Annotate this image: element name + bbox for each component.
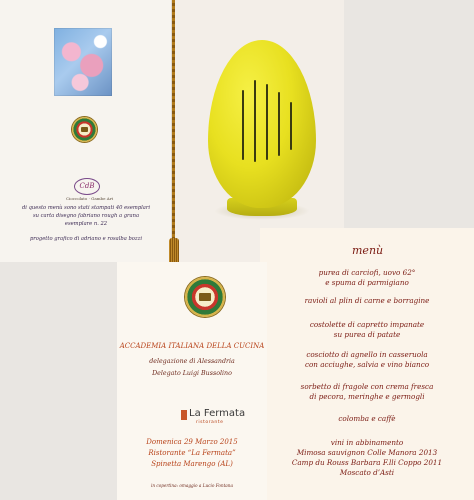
- cover-footnote: in copertina: omaggio a Lucio Fontana: [150, 483, 233, 488]
- cdb-logo-caption: Cioccolato · Gambe Art: [66, 196, 114, 201]
- academy-name: ACCADEMIA ITALIANA DELLA CUCINA: [119, 342, 265, 350]
- delegation: delegazione di Alessandria: [149, 358, 235, 365]
- menu-line: Moscato d’Asti: [339, 468, 395, 477]
- menu-line: su purea di patate: [333, 330, 401, 339]
- edition-card: [0, 0, 172, 262]
- event-venue: Ristorante “La Fermata”: [148, 449, 236, 457]
- menu-line: colomba e caffè: [338, 414, 396, 423]
- restaurant-logo-mark-icon: [181, 410, 187, 420]
- restaurant-logo-sub: ristorante: [196, 420, 224, 425]
- yellow-egg-illustration: [208, 40, 316, 208]
- menu-line: Camp du Rouss Barbara F.lli Coppo 2011: [291, 458, 443, 467]
- egg-slit: [290, 102, 292, 150]
- menu-card: [260, 228, 474, 500]
- menu-title: menù: [352, 244, 384, 257]
- menu-line: di pecora, meringhe e germogli: [309, 392, 425, 401]
- menu-line: con acciughe, salvia e vino bianco: [304, 360, 430, 369]
- egg-slit: [254, 80, 256, 162]
- egg-slit: [266, 84, 268, 160]
- event-date: Domenica 29 Marzo 2015: [146, 438, 238, 446]
- menu-line: sorbetto di fragole con crema fresca: [300, 382, 434, 391]
- menu-line: ravioli al plin di carne e borragine: [304, 296, 430, 305]
- egg-slit: [278, 92, 280, 156]
- restaurant-logo: La Fermata: [189, 408, 246, 419]
- menu-line: vini in abbinamento: [330, 438, 404, 447]
- cdb-logo: CdB: [74, 178, 100, 195]
- info-card: [117, 262, 267, 500]
- edition-line: esemplare n. 22: [64, 221, 108, 227]
- delegate: Delegato Luigi Bussolino: [152, 370, 232, 377]
- cherry-blossom-photo: [54, 28, 112, 96]
- academy-seal-icon: [72, 117, 97, 142]
- edition-line: di questo menù sono stati stampati 40 esemplari: [21, 205, 151, 211]
- menu-line: e spuma di parmigiano: [325, 278, 409, 287]
- menu-line: costolette di capretto impanate: [309, 320, 425, 329]
- academy-seal-icon: [185, 277, 225, 317]
- menu-line: purea di carciofi, uovo 62°: [318, 268, 416, 277]
- menu-line: Mimosa sauvignon Colle Manora 2013: [296, 448, 438, 457]
- menu-line: cosciotto di agnello in casseruola: [306, 350, 428, 359]
- edition-line: progetto grafico di adriano e rosalba bozzi: [29, 236, 143, 242]
- edition-line: su carta disegno fabriano rough a grana: [32, 213, 140, 219]
- gold-cord: [172, 0, 175, 268]
- egg-slit: [242, 90, 244, 160]
- event-place: Spinetta Marengo (AL): [151, 460, 233, 468]
